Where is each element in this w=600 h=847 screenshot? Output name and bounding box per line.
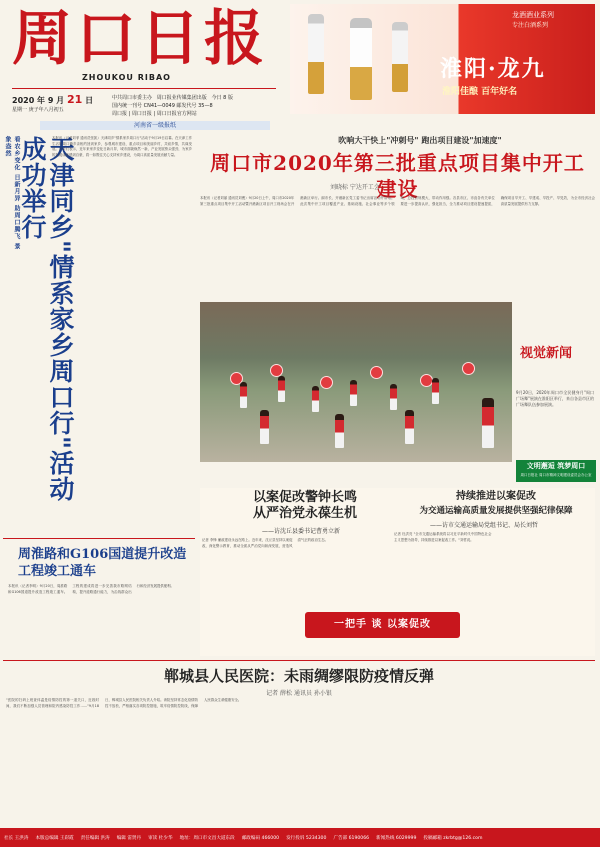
- dancer: [278, 376, 285, 402]
- sponsor-2: 周口报业传媒集团出版: [156, 95, 207, 101]
- footer-item: 邮政编码 466000: [241, 835, 280, 841]
- right-story-body: 记者 杜洪亮 "全市交通运输系统将以习近平新时代中国特色社会主义思想为指导，持续推进以案促改工作。"刘哲说。: [394, 532, 492, 542]
- bottom-byline: 记者 薛松 通讯员 孙小银: [266, 690, 332, 697]
- right-story-subtitle: ——访市交通运输局党组书记、局长刘哲: [430, 522, 539, 529]
- left-story-body: 记者 李锋 廉政建设永远在路上。近年来，沈丘县坚持以案促改，深化警示教育，推动全面从严治党向纵深发展，营造风清气正的政治生态。: [202, 538, 329, 548]
- bottom-body: "医院的扫码上班查体温是疫情防控的第一道关口，近段时间，我们不断加强人员管理和院内感染防控工作……"9月18日，郸城县人民医院相关负责人介绍。该院坚持常态化疫情防控不放松，严格落实各项防控措施，筑牢疫情防控防线，保障人民群众生命健康安全。: [6, 698, 242, 708]
- weekday: 星期一 庚子年八月初五: [12, 107, 64, 113]
- bottle-center: [350, 18, 372, 100]
- bottom-rule: [3, 660, 595, 661]
- main-body: 本报讯（记者刘丽 通讯员刘俊）9月20日上午，周口市2020年第三批重点项目集中开工活动暨开港新区项目开工现场会在开港新区举行。副市长、开港新区党工委书记出席活动并讲话。此次集中开工项目覆盖产业、基础设施、社会事业等多个领域，总投资规模大，带动作用强。各县市区、市直各有关单位要进一步提高认识，强化担当，全力推动项目建设提速提质，确保项目早开工、早建成、早投产、早见效，为全市经济社会高质量发展提供有力支撑。: [200, 196, 595, 206]
- promo-ribbon[interactable]: 一把手 谈 以案促改: [305, 612, 460, 638]
- road-body: 本报讯（记者李明）9月20日，周淮路和G106国道提升改造工程竣工通车。工程的建成将进一步完善我市路网结构，提升道路通行能力，为沿线群众出行和经济发展提供便利。: [8, 584, 174, 594]
- left-story-title[interactable]: [220, 490, 390, 522]
- visual-news-badge: 视觉新闻: [520, 346, 573, 361]
- paper-grade: 河南省一级报纸: [40, 121, 270, 130]
- right-title-line2: 为交通运输高质量发展提供坚强纪律保障: [419, 506, 573, 516]
- section-rule: [3, 538, 195, 539]
- liquor-ad[interactable]: [290, 4, 595, 114]
- footer-item: 编辑 雷贤丹: [116, 835, 142, 841]
- road-headline[interactable]: 周淮路和G106国道提升改造工程竣工通车: [18, 547, 187, 579]
- issue-date: [12, 93, 93, 106]
- date-prefix: 2020 年 9 月: [12, 96, 65, 105]
- footer-item: 社长 王洪涛: [4, 835, 29, 841]
- footer-item: 地址：周口市文昌大道东段: [179, 835, 235, 841]
- fan-prop: [320, 376, 333, 389]
- dancer: [350, 380, 357, 406]
- dancer: [405, 410, 414, 444]
- dancer: [335, 414, 344, 448]
- ad-corner-sub: 专注白酒系列: [512, 22, 549, 29]
- website: 周口报 | 周口日报 | 周口日报官方网站: [112, 111, 197, 117]
- left-title-line2: 从严治党永葆生机: [252, 506, 357, 521]
- banner-sub: 周口日报社 周口市精神文明建设委员会办公室: [520, 473, 592, 477]
- ad-brand: 淮阳·龙九: [440, 56, 546, 82]
- footer-item: 广告部 6190066: [333, 835, 370, 841]
- right-story-title[interactable]: [396, 490, 596, 518]
- footer-item: 审读 杜少华: [148, 835, 173, 841]
- photo-caption: 9月20日，2020年周口市全民健身月"周口广场舞"展演在淮阳区举行，来自各县市区的广场舞队伍参加展演。: [516, 390, 594, 407]
- footer-item: 投稿邮箱 zkrbtg@126.com: [423, 835, 483, 841]
- fan-prop: [370, 366, 383, 379]
- sponsor-1: 中共周口市委主办: [112, 95, 153, 101]
- side-headline[interactable]: 天津同乡"情系家乡周口行"活动成功举行: [18, 136, 75, 503]
- fan-prop: [462, 362, 475, 375]
- side-body: 本报讯（记者刘菲 通讯员张凯）天津同乡"情系家乡周口行"活动于9月19日启幕。在天津工作生活的周口籍乡亲相约回到家乡，参观城市建设、重点项目和美丽乡村，共叙乡情，共谋发展。乡亲们表示，近年来家乡变化日新月异，城市面貌焕然一新，产业发展势头强劲，为家乡的发展成就感到自豪，将一如既往关心支持家乡建设，为周口高质量发展贡献力量。: [52, 136, 192, 157]
- date-day: 21: [66, 93, 83, 106]
- issn: 国内统一刊号 CN41—0049 邮发代号 35—8: [112, 103, 213, 109]
- dancer: [432, 378, 439, 404]
- left-title-line1: 以案促改警钟长鸣: [252, 490, 357, 505]
- newspaper-name: 周口日报: [12, 4, 268, 74]
- banner-title: 文明邂逅 筑梦周口: [526, 461, 586, 470]
- newspaper-pinyin: ZHOUKOU RIBAO: [82, 73, 171, 82]
- dancer: [312, 386, 319, 412]
- footer-item: 新闻热线 6029999: [376, 835, 417, 841]
- main-byline: 刘晓标 宁达开工会: [330, 184, 380, 191]
- today-pages: 今日 8 版: [211, 95, 233, 101]
- side-kicker: 看农乡变化 日新月异 助周口腾飞 景象盎然: [4, 136, 20, 251]
- civilization-banner[interactable]: [516, 460, 596, 482]
- ad-corner-title: 龙酒酒业系列: [512, 11, 554, 19]
- bottle-left: [308, 14, 324, 94]
- ad-slogan: 淮阳佳酿 百年好名: [442, 87, 518, 97]
- main-kicker: 吹响大干快上"冲刺号" 跑出项目建设"加速度": [338, 135, 502, 145]
- dancer: [482, 398, 494, 448]
- bottom-headline[interactable]: 郸城县人民医院：未雨绸缪限防疫情反弹: [163, 667, 434, 685]
- date-suffix: 日: [85, 96, 94, 105]
- dancer: [240, 382, 247, 408]
- dancer: [260, 410, 269, 444]
- masthead-rule: [12, 88, 276, 89]
- dancer: [390, 384, 397, 410]
- publication-info: [112, 94, 282, 118]
- dance-photo[interactable]: [200, 302, 512, 462]
- footer-item: 本版总编辑 王彩霞: [35, 835, 74, 841]
- right-title-line1: 持续推进以案促改: [456, 491, 536, 502]
- left-story-subtitle: ——访沈丘县委书记曹勇立新: [262, 528, 341, 535]
- bottle-right: [392, 22, 408, 92]
- footer-item: 发行投诉 5234300: [286, 835, 327, 841]
- footer-item: 责任编辑 洪涛: [80, 835, 110, 841]
- main-headline[interactable]: 周口市2020年第三批重点项目集中开工建设: [210, 151, 585, 201]
- footer-bar: [0, 828, 600, 847]
